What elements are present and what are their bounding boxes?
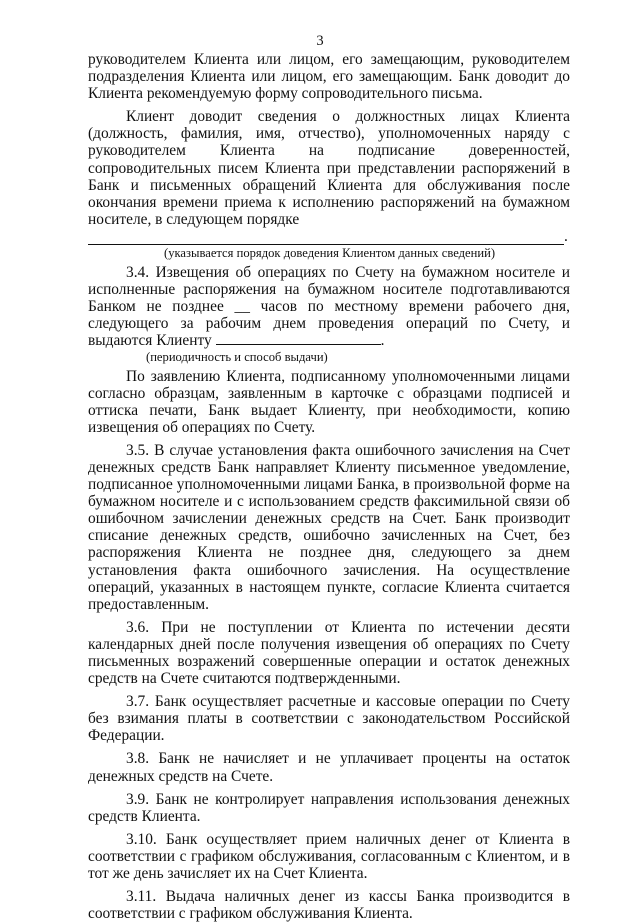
clause-3-4-end: часов по местному времени рабочего дня, следующего за рабочим днем проведения операций по Счету, и выдаются Клиенту xyxy=(88,297,570,349)
paragraph-3-5: 3.5. В случае установления факта ошибочного зачисления на Счет денежных средств Банк направляет Клиенту письменное уведомление, подписанное уполномоченными лицами Банка, в произвольной форме на бумажном носителе и с использованием средств факсимильной связи об ошибочном зачислении денежных средств на Счет. Банк производит списание денежных средств, ошибочно зачисленных на Счет, без распоряжения Клиента не позднее дня, следующего за днем установления факта ошибочного зачисления. На осуществление операций, указанных в настоящем пункте, согласие Клиента считается предоставленным. xyxy=(88,441,570,613)
paragraph-copy-request: По заявлению Клиента, подписанному уполномоченными лицами согласно образцам, заявленным в карточке с образцами подписей и оттиска печати, Банк выдает Клиенту, при необходимости, копию извещения об операциях по Счету. xyxy=(88,367,570,436)
paragraph-3-10: 3.10. Банк осуществляет прием наличных денег от Клиента в соответствии с графиком обслуживания, согласованным с Клиентом, и в тот же день зачисляет их на Счет Клиента. xyxy=(88,830,570,883)
caption-procedure: (указывается порядок доведения Клиентом данных сведений) xyxy=(164,246,496,261)
clause-3-4-start: 3.4. Извещения об операциях по Счету на бумажном носителе и исполненные распоряжения на бумажном носителе подготавливаются Банком не позднее xyxy=(88,263,570,315)
period: . xyxy=(564,227,568,245)
caption-delivery: (периодичность и способ выдачи) xyxy=(146,350,328,364)
paragraph-signature-requirements: руководителем Клиента или лицом, его замещающим, руководителем подразделения Клиента или лицом, его замещающим. Банк доводит до Клиента рекомендуемую форму сопроводительного письма. xyxy=(88,51,570,103)
paragraph-3-4 xyxy=(88,264,570,349)
paragraph-3-6: 3.6. При не поступлении от Клиента по истечении десяти календарных дней после получения извещения об операциях по Счету письменных возражений совершенные операции и остаток денежных средств на Счете считаются подтвержденными. xyxy=(88,618,570,688)
delivery-method-blank xyxy=(216,332,381,345)
paragraph-authorized-persons: Клиент доводит сведения о должностных лицах Клиента (должность, фамилия, имя, отчество), уполномоченных наряду с руководителем Клиента на подписание доверенностей, сопроводительных писем Клиента при представлении распоряжений в Банк и письменных обращений Клиента для обслуживания после окончания времени приема к исполнению распоряжений на бумажном носителе, в следующем порядке xyxy=(88,108,570,228)
page-number: 3 xyxy=(316,33,324,49)
document-body xyxy=(88,51,570,922)
paragraph-3-8: 3.8. Банк не начисляет и не уплачивает проценты на остаток денежных средств на Счете. xyxy=(88,750,570,785)
period: . xyxy=(380,331,385,349)
fill-in-line-procedure xyxy=(88,228,570,245)
blank-line xyxy=(88,232,564,245)
paragraph-3-7: 3.7. Банк осуществляет расчетные и кассовые операции по Счету без взимания платы в соответствии с законодательством Российской Федерации. xyxy=(88,693,570,745)
paragraph-3-9: 3.9. Банк не контролирует направления использования денежных средств Клиента. xyxy=(88,790,570,825)
hours-blank: __ xyxy=(234,297,250,315)
paragraph-3-11: 3.11. Выдача наличных денег из кассы Банка производится в соответствии с графиком обслуживания Клиента. xyxy=(88,888,570,922)
